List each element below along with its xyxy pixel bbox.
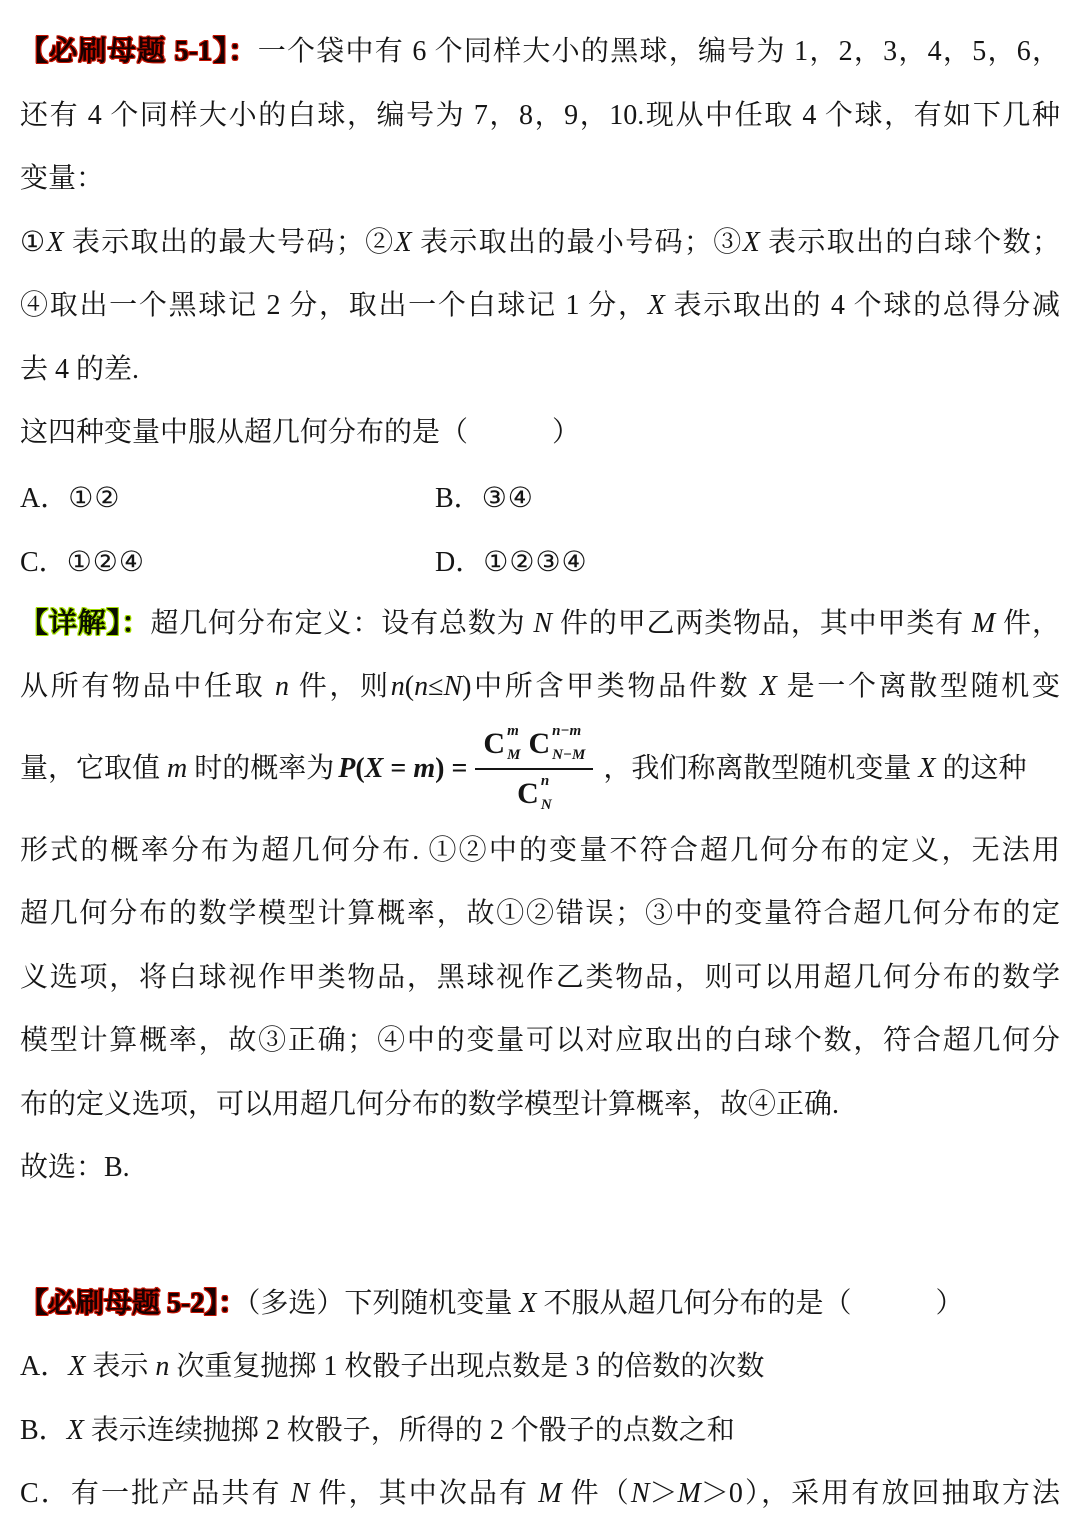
combination-term-2: [528, 724, 585, 764]
q51-intro-text2: 还有 4 个同样大小的白球，编号为 7，8，9，10.现从中任取 4 个球，有如下几种: [20, 99, 1060, 131]
combination-1-sub: M: [507, 746, 521, 763]
q51-intro-text3: 变量：: [20, 163, 105, 194]
combination-3-base: C: [517, 776, 539, 810]
q51-items-line1: [20, 211, 1060, 275]
q51-items-text1: ①X 表示取出的最大号码；②X 表示取出的最小号码；③X 表示取出的白球个数；: [20, 226, 1060, 258]
detail-text1: 超几何分布定义：设有总数为 N 件的甲乙两类物品，其中甲类有 M 件，: [150, 607, 1060, 639]
detail-line6: [20, 1009, 1060, 1073]
q52-option-a-line: [20, 1335, 1060, 1399]
q52-problem-tag: 【必刷母题 5-2】：: [20, 1287, 247, 1319]
combination-2-sub: N−M: [552, 746, 586, 763]
q51-intro-line2: [20, 84, 1060, 148]
detail-line7: [20, 1073, 1060, 1137]
combination-3-sup: n: [540, 772, 550, 789]
combination-1-base: C: [483, 726, 506, 760]
q51-intro-text1: 一个袋中有 6 个同样大小的黑球，编号为 1，2，3，4，5，6，: [257, 36, 1060, 67]
detail-line3: [20, 819, 1060, 883]
detail-line1: [20, 592, 1060, 656]
formula-numerator: [475, 724, 593, 770]
detail-answer-line: [20, 1136, 1060, 1200]
q51-option-a-text: ①②: [68, 483, 121, 515]
formula-lhs: P(X = m) =: [338, 752, 468, 784]
q52-option-b-line: [20, 1399, 1060, 1463]
combination-3-scripts: [541, 774, 552, 814]
q51-option-b: [435, 476, 1060, 516]
q52-option-c-text: 有一批产品共有 N 件，其中次品有 M 件（N＞M＞0），采用有放回抽取方法: [70, 1478, 1060, 1509]
detail-line4: [20, 882, 1060, 946]
combination-2-scripts: [552, 724, 585, 764]
q51-options-row-ab: [20, 465, 1060, 529]
q51-option-c-label: C．: [20, 546, 67, 578]
q51-option-b-label: B．: [435, 483, 482, 515]
detail-text6: 模型计算概率，故③正确；④中的变量可以对应取出的白球个数，符合超几何分: [20, 1025, 1060, 1056]
q51-option-d-label: D．: [435, 546, 484, 578]
detail-text7: 布的定义选项，可以用超几何分布的数学模型计算概率，故④正确.: [20, 1088, 840, 1120]
detail-text4: 超几何分布的数学模型计算概率，故①②错误；③中的变量符合超几何分布的定: [20, 898, 1060, 929]
detail-line2: [20, 655, 1060, 719]
detail-text2: 从所有物品中任取 n 件，则n(n≤N)中所含甲类物品件数 X 是一个离散型随机变: [20, 671, 1060, 702]
combination-2-base: C: [528, 726, 551, 760]
q52-title-line: [20, 1272, 1060, 1336]
detail-text5: 义选项，将白球视作甲类物品，黑球视作乙类物品，则可以用超几何分布的数学: [20, 961, 1060, 993]
q51-option-a: [20, 476, 435, 516]
q51-option-d: [435, 540, 1060, 580]
q52-question-text: （多选）下列随机变量 X 不服从超几何分布的是（ ）: [246, 1287, 964, 1319]
q52-option-c-line: [20, 1462, 1060, 1526]
combination-term-1: [483, 724, 520, 764]
q52-option-a-text: X 表示 n 次重复抛掷 1 枚骰子出现点数是 3 的倍数的次数: [68, 1351, 765, 1382]
q51-items-text2: ④取出一个黑球记 2 分，取出一个白球记 1 分，X 表示取出的 4 个球的总得分减: [20, 290, 1060, 321]
q51-option-a-label: A．: [20, 483, 69, 515]
q51-problem-tag: 【必刷母题 5-1】：: [20, 36, 258, 67]
q52-option-b-text: X 表示连续抛掷 2 枚骰子，所得的 2 个骰子的点数之和: [66, 1414, 735, 1446]
q52-option-b-label: B．: [20, 1414, 67, 1446]
q51-items-line2: [20, 274, 1060, 338]
detail-line5: [20, 946, 1060, 1010]
combination-3-sub: N: [540, 796, 552, 813]
q51-option-c-text: ①②④: [66, 546, 145, 578]
detail-answer-text: 故选：B.: [20, 1152, 130, 1183]
formula-suffix-text: ，我们称离散型随机变量 X 的这种: [603, 752, 1027, 784]
combination-1-sup: m: [507, 722, 519, 739]
combination-1-scripts: [507, 724, 520, 764]
q52-option-a-label: A．: [20, 1351, 69, 1382]
q52-option-c-label: C．: [20, 1478, 71, 1509]
formula-fraction: [475, 724, 593, 814]
combination-term-3: [517, 774, 552, 814]
formula-denominator: [517, 770, 552, 814]
q51-question-text: 这四种变量中服从超几何分布的是（ ）: [20, 417, 581, 448]
q51-items-text3: 去 4 的差.: [20, 353, 140, 385]
q51-option-b-text: ③④: [481, 483, 534, 515]
q51-intro-line1: [20, 20, 1060, 84]
q51-intro-line3: [20, 147, 1060, 211]
formula-prefix-text: 量，它取值 m 时的概率为: [20, 752, 335, 784]
detail-text3: 形式的概率分布为超几何分布. ①②中的变量不符合超几何分布的定义，无法用: [20, 834, 1060, 866]
q51-option-d-text: ①②③④: [483, 546, 588, 578]
q51-items-line3: [20, 338, 1060, 402]
q51-options-row-cd: [20, 528, 1060, 592]
section-gap: [20, 1200, 1060, 1272]
detail-tag: 【详解】：: [20, 607, 151, 639]
detail-formula-line: [20, 719, 1060, 819]
q51-option-c: [20, 540, 435, 580]
q51-question-line: [20, 401, 1060, 465]
combination-2-sup: n−m: [552, 722, 582, 739]
